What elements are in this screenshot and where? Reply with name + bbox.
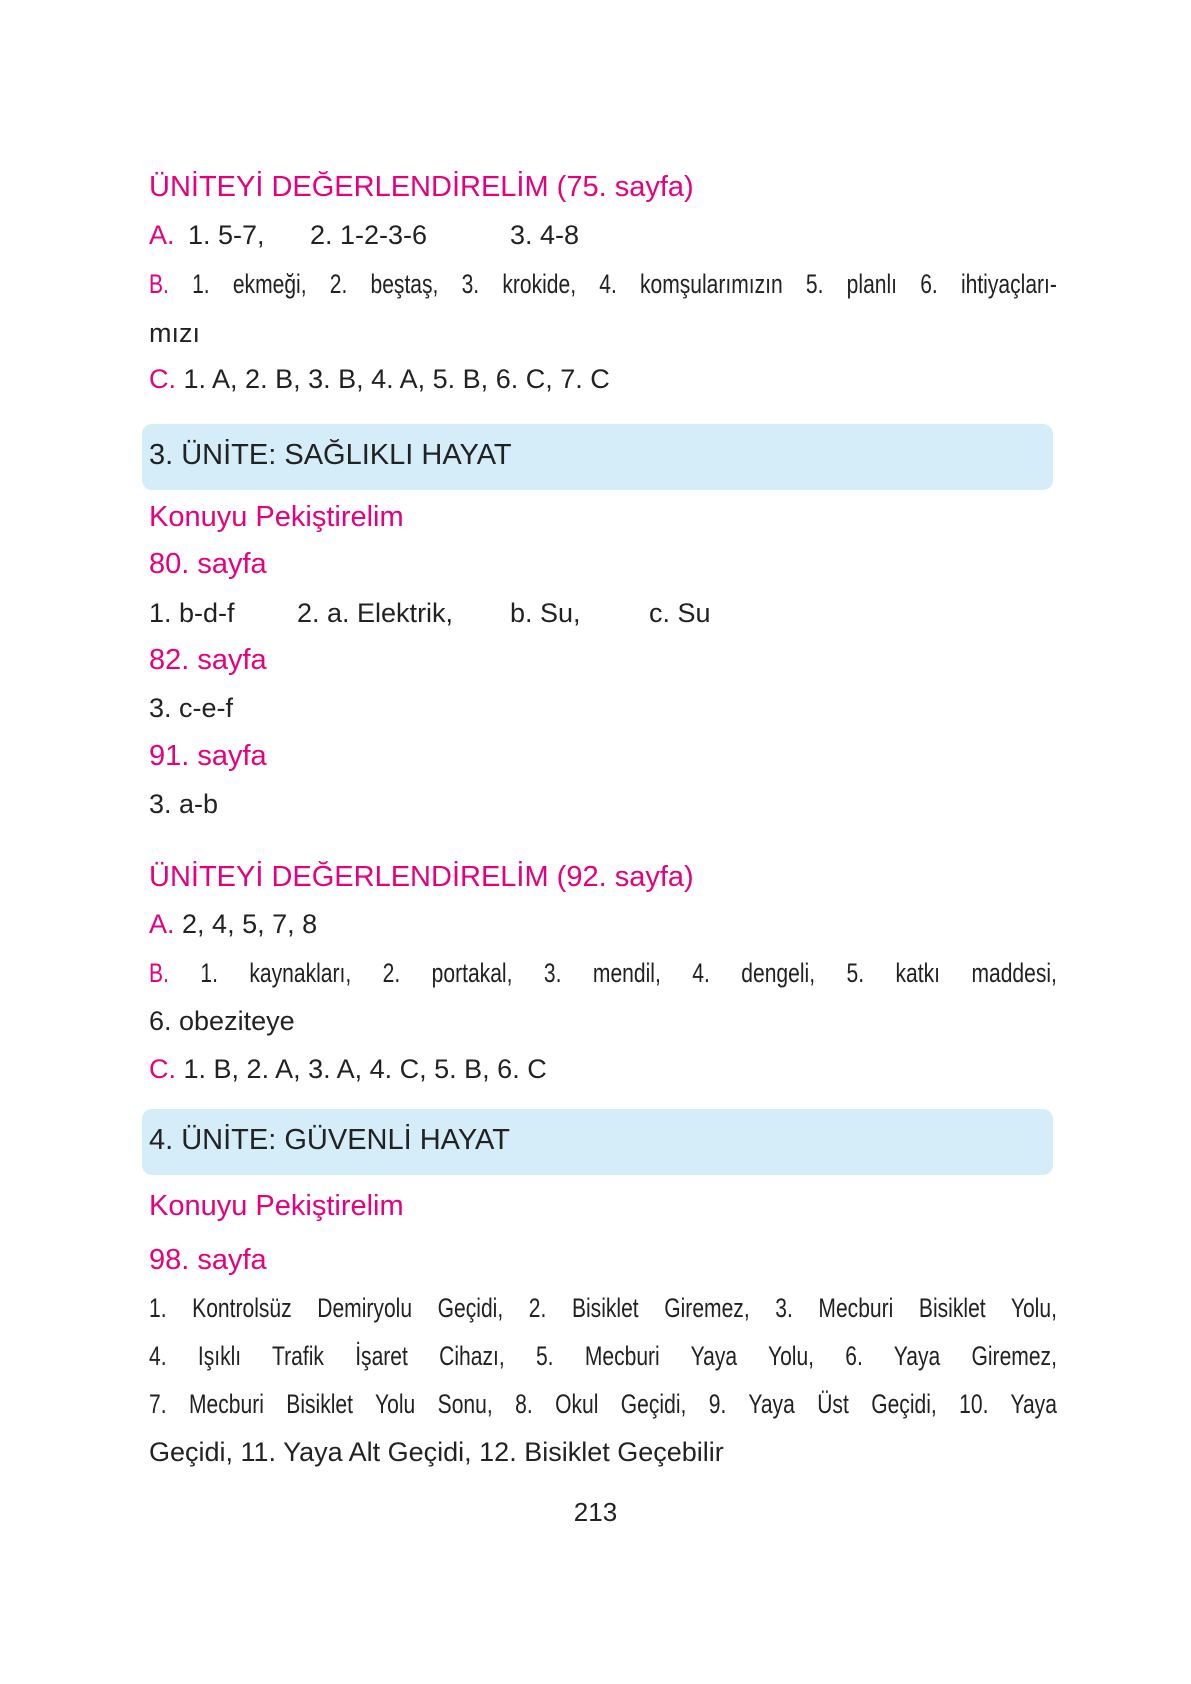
answer-label: C.: [149, 1054, 176, 1084]
answer-label: A.: [149, 909, 175, 939]
answer-item: 1. b-d-f: [149, 598, 235, 628]
answer-line: 7. Mecburi Bisiklet Yolu Sonu, 8. Okul Geçidi, 9. Yaya Üst Geçidi, 10. Yaya: [149, 1389, 1057, 1419]
answer-line-b-cont: mızı: [149, 318, 200, 348]
answer-line-b-cont: 6. obeziteye: [149, 1006, 295, 1036]
answer-line-b: [149, 956, 1057, 990]
unit-title: 3. ÜNİTE: SAĞLIKLI HAYAT: [149, 439, 512, 471]
page-ref: 98. sayfa: [149, 1244, 267, 1276]
answer-line-a: [149, 907, 1057, 941]
answer-line-c: [149, 362, 1057, 396]
answer-text: 1. B, 2. A, 3. A, 4. C, 5. B, 6. C: [183, 1054, 547, 1084]
answer-label: B.: [149, 958, 169, 988]
answer-item: c. Su: [649, 598, 711, 628]
page-ref: 91. sayfa: [149, 740, 267, 772]
answer-item: 2. 1-2-3-6: [310, 220, 428, 250]
page-ref: 80. sayfa: [149, 548, 267, 580]
answer-line-c: [149, 1052, 1057, 1086]
answer-line-b: [149, 267, 1057, 301]
section-heading: ÜNİTEYİ DEĞERLENDİRELİM (92. sayfa): [149, 861, 694, 893]
subsection-heading: Konuyu Pekiştirelim: [149, 1190, 404, 1222]
answer-text: 1. ekmeği, 2. beştaş, 3. krokide, 4. komşularımızın 5. planlı 6. ihtiyaçları-: [192, 269, 1057, 299]
unit-banner: [142, 424, 1053, 490]
answer-line: 1. Kontrolsüz Demiryolu Geçidi, 2. Bisiklet Giremez, 3. Mecburi Bisiklet Yolu,: [149, 1293, 1057, 1323]
unit-title: 4. ÜNİTE: GÜVENLİ HAYAT: [149, 1124, 510, 1156]
answer-label: A.: [149, 220, 175, 250]
answer-text: 1. A, 2. B, 3. B, 4. A, 5. B, 6. C, 7. C: [183, 364, 610, 394]
answer-line: 4. Işıklı Trafik İşaret Cihazı, 5. Mecburi Yaya Yolu, 6. Yaya Giremez,: [149, 1341, 1057, 1371]
answer-item: 2. a. Elektrik,: [297, 598, 454, 628]
unit-banner: [142, 1109, 1053, 1175]
answer-line: [149, 596, 1057, 630]
answer-text: 1. kaynakları, 2. portakal, 3. mendil, 4. dengeli, 5. katkı maddesi,: [200, 958, 1057, 988]
answer-item: 1. 5-7,: [188, 220, 265, 250]
answer-label: B.: [149, 269, 169, 299]
answer-text: 2, 4, 5, 7, 8: [182, 909, 318, 939]
answer-line-a: [149, 218, 1057, 252]
answer-item: 3. 4-8: [510, 220, 580, 250]
section-heading: ÜNİTEYİ DEĞERLENDİRELİM (75. sayfa): [149, 171, 694, 203]
page-number: 213: [573, 1497, 618, 1527]
answer-line: 3. c-e-f: [149, 693, 234, 723]
answer-line: Geçidi, 11. Yaya Alt Geçidi, 12. Bisiklet Geçebilir: [149, 1437, 724, 1467]
page-ref: 82. sayfa: [149, 644, 267, 676]
answer-line: 3. a-b: [149, 789, 219, 819]
answer-label: C.: [149, 364, 176, 394]
subsection-heading: Konuyu Pekiştirelim: [149, 501, 404, 533]
answer-item: b. Su,: [510, 598, 581, 628]
